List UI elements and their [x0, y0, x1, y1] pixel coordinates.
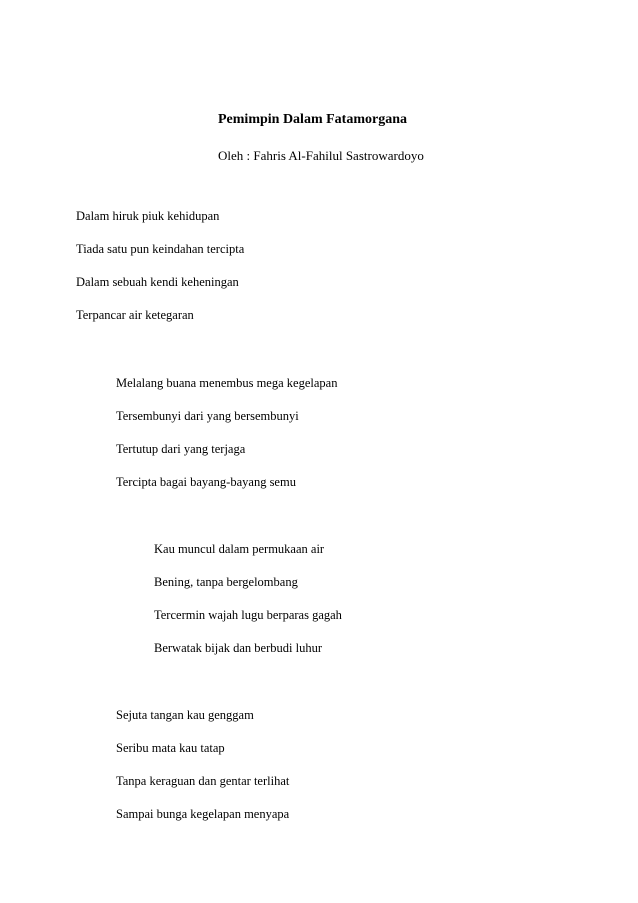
poem-line: Melalang buana menembus mega kegelapan — [116, 376, 338, 390]
poem-line: Sampai bunga kegelapan menyapa — [116, 807, 290, 821]
poem-line: Sejuta tangan kau genggam — [116, 708, 254, 722]
poem-line: Terpancar air ketegaran — [76, 308, 194, 322]
poem-line: Tercipta bagai bayang-bayang semu — [116, 475, 296, 489]
poem-author: Oleh : Fahris Al-Fahilul Sastrowardoyo — [218, 148, 424, 163]
poem-line: Dalam hiruk piuk kehidupan — [76, 209, 220, 223]
poem-title: Pemimpin Dalam Fatamorgana — [218, 112, 407, 127]
poem-line: Tersembunyi dari yang bersembunyi — [116, 409, 299, 423]
poem-line: Berwatak bijak dan berbudi luhur — [154, 641, 323, 655]
poem-line: Tercermin wajah lugu berparas gagah — [154, 608, 342, 622]
poem-line: Tanpa keraguan dan gentar terlihat — [116, 774, 290, 788]
poem-line: Seribu mata kau tatap — [116, 741, 225, 755]
poem-line: Bening, tanpa bergelombang — [154, 575, 298, 589]
poem-line: Tertutup dari yang terjaga — [116, 442, 246, 456]
poem-line: Dalam sebuah kendi keheningan — [76, 275, 239, 289]
poem-line: Tiada satu pun keindahan tercipta — [76, 242, 245, 256]
poem-line: Kau muncul dalam permukaan air — [154, 542, 325, 556]
